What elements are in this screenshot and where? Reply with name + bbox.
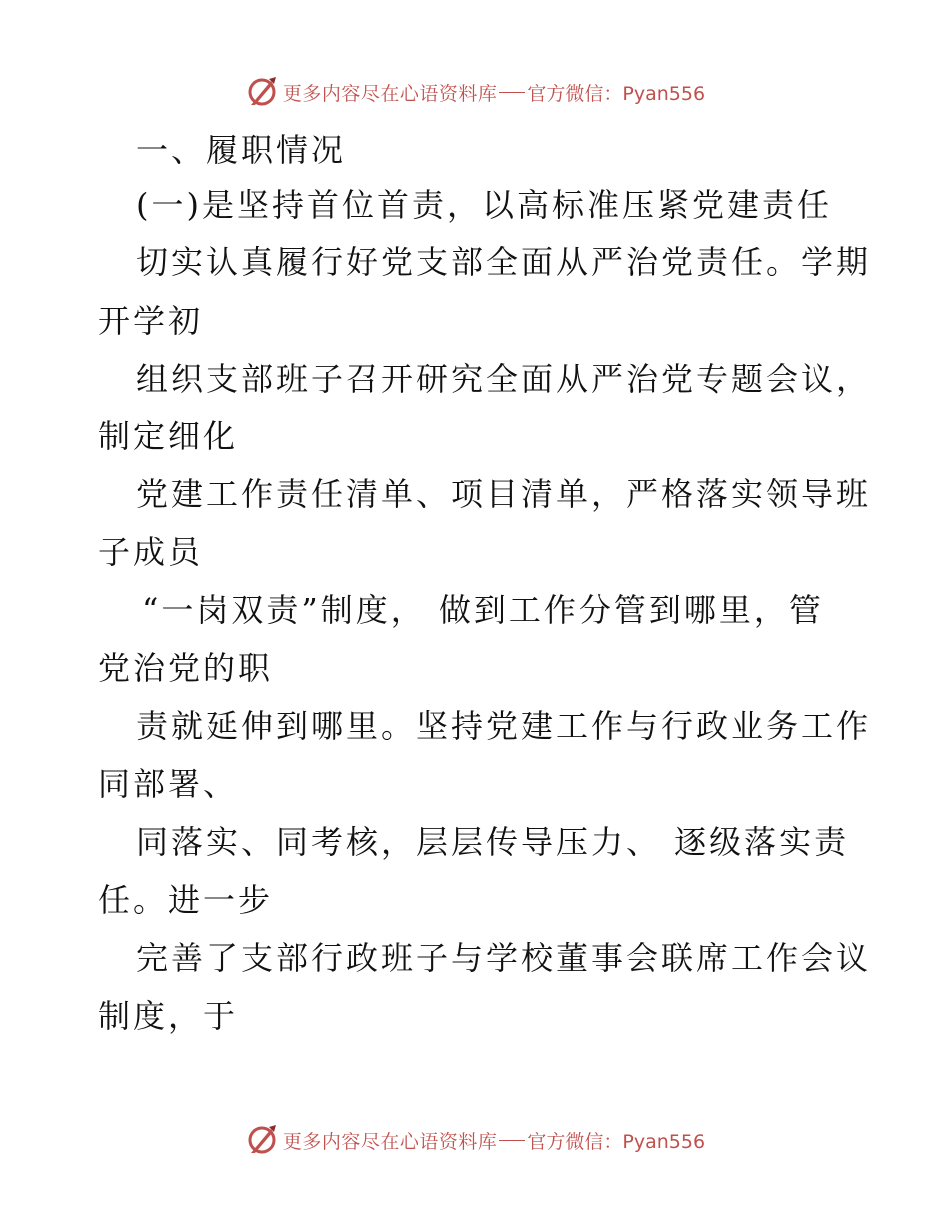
paragraph-line: “一岗双责”制度， 做到工作分管到哪里，管	[142, 591, 824, 629]
paragraph-line: 完善了支部行政班子与学校董事会联席工作会议	[136, 939, 872, 977]
footer-brand-text: 更多内容尽在心语资料库	[282, 1130, 498, 1153]
paragraph-line: 子成员	[98, 533, 204, 571]
paragraph-line: 任。进一步	[98, 881, 274, 919]
header-banner	[0, 72, 950, 112]
subsection-heading: (一)是坚持首位首责，以高标准压紧党建责任	[136, 186, 832, 224]
paragraph-line: 组织支部班子召开研究全面从严治党专题会议，	[136, 360, 872, 398]
paragraph-line: 党建工作责任清单、项目清单，严格落实领导班	[136, 475, 872, 513]
footer-dash	[499, 1140, 525, 1141]
footer-banner	[0, 1120, 950, 1160]
section-heading: 一、履职情况	[136, 131, 347, 169]
quill-logo-icon	[245, 1123, 279, 1157]
paragraph-line: 党治党的职	[98, 649, 274, 687]
paragraph-line: 责就延伸到哪里。坚持党建工作与行政业务工作	[136, 707, 872, 745]
paragraph-line: 制定细化	[98, 417, 239, 455]
paragraph-line: 切实认真履行好党支部全面从严治党责任。学期	[136, 243, 872, 281]
header-wechat-text: 官方微信：Pyan556	[527, 82, 706, 105]
header-brand-text: 更多内容尽在心语资料库	[282, 82, 498, 105]
paragraph-line: 同部署、	[98, 765, 239, 803]
quill-logo-icon	[245, 75, 279, 109]
paragraph-line: 同落实、同考核，层层传导压力、 逐级落实责	[136, 823, 850, 861]
paragraph-line: 制度，于	[98, 997, 239, 1035]
paragraph-line: 开学初	[98, 302, 204, 340]
header-dash	[499, 92, 525, 93]
footer-wechat-text: 官方微信：Pyan556	[527, 1130, 706, 1153]
